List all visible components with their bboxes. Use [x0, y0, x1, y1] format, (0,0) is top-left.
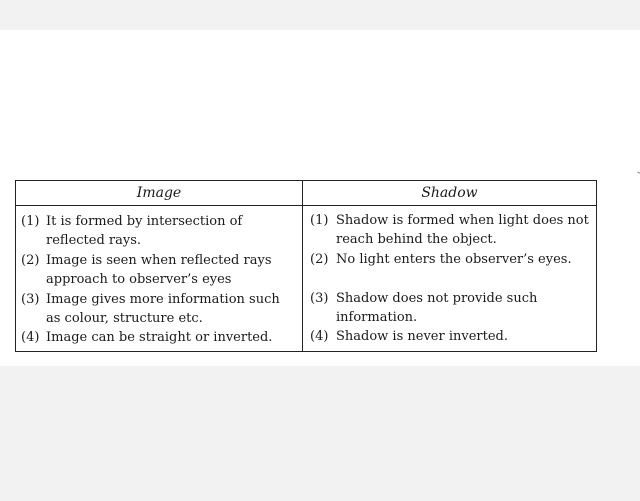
point-number: (3) [21, 292, 40, 307]
image-column-header: Image [16, 181, 302, 206]
point-text: No light enters the observer’s eyes. [336, 252, 572, 267]
point-number: (1) [21, 214, 40, 229]
image-column [16, 181, 303, 351]
shadow-point-2 [303, 250, 596, 269]
point-text: Image can be straight or inverted. [46, 330, 273, 345]
bottom-background-band [0, 366, 640, 501]
shadow-column [303, 181, 596, 351]
point-number: (4) [310, 329, 329, 344]
point-number: (4) [21, 330, 40, 345]
image-point-3 [16, 290, 302, 328]
shadow-column-header: Shadow [303, 181, 596, 206]
point-number: (1) [310, 213, 329, 228]
edge-mark [635, 171, 640, 179]
top-background-band [0, 0, 640, 30]
point-number: (3) [310, 291, 329, 306]
point-number: (2) [310, 252, 329, 267]
point-text: Shadow is formed when light does not reach behind the object. [336, 213, 589, 247]
point-text: Image gives more information such as colour, structure etc. [46, 292, 280, 326]
shadow-point-1 [303, 211, 596, 249]
point-number: (2) [21, 253, 40, 268]
image-point-1 [16, 212, 302, 250]
image-point-4 [16, 328, 302, 347]
point-text: It is formed by intersection of reflected rays. [46, 214, 243, 248]
point-text: Shadow does not provide such information. [336, 291, 538, 325]
shadow-point-4 [303, 327, 596, 346]
shadow-point-3 [303, 289, 596, 327]
image-point-2 [16, 251, 302, 289]
point-text: Shadow is never inverted. [336, 329, 509, 344]
comparison-table [15, 180, 597, 352]
point-text: Image is seen when reflected rays approach to observer’s eyes [46, 253, 272, 287]
